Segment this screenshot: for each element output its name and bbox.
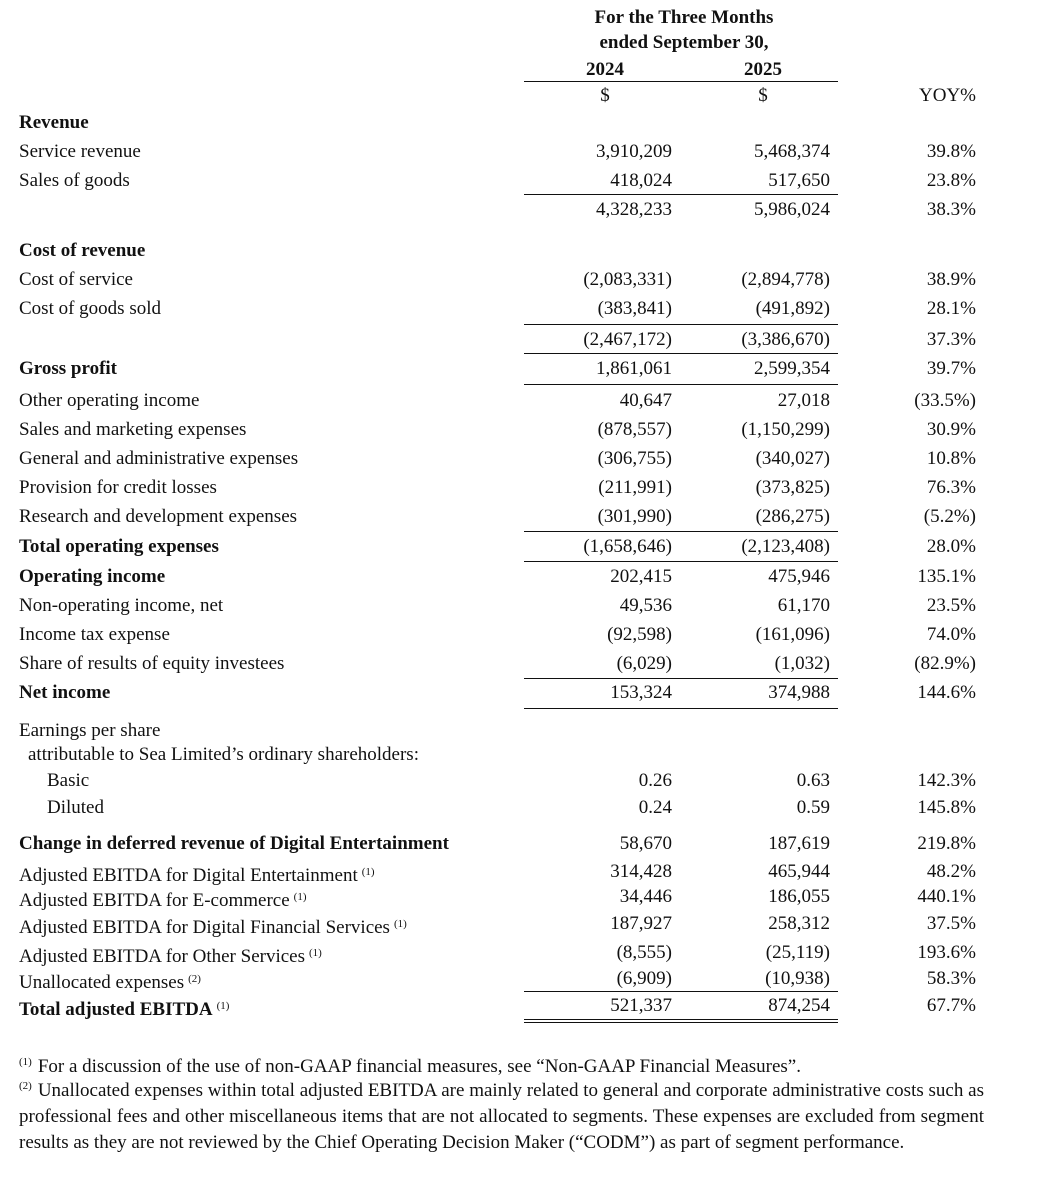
cell-2025: (3,386,670): [741, 329, 830, 350]
cell-2024: 4,328,233: [596, 199, 672, 220]
cell-yoy: 74.0%: [926, 624, 976, 645]
cell-2025: (161,096): [755, 624, 830, 645]
cell-2024: 314,428: [610, 861, 672, 882]
cell-2025: 61,170: [777, 595, 830, 616]
section-eps-sub: attributable to Sea Limited’s ordinary shareholders:: [28, 744, 419, 765]
header-col-2024: 2024: [586, 59, 624, 80]
cell-yoy: 193.6%: [917, 942, 976, 963]
cell-2024: 521,337: [610, 995, 672, 1016]
cell-2025: (491,892): [755, 298, 830, 319]
row-label-with-footnote: [19, 913, 407, 939]
footnote-ref: (1): [309, 947, 322, 959]
cell-2024: (301,990): [597, 506, 672, 527]
subtotal-rule: [524, 194, 838, 195]
cell-2024: 1,861,061: [596, 358, 672, 379]
row-label: Unallocated expenses: [19, 972, 185, 993]
cell-yoy: 10.8%: [926, 448, 976, 469]
cell-2025: 2,599,354: [754, 358, 830, 379]
footnote-ref: (2): [188, 973, 201, 985]
row-label-with-footnote: [19, 968, 201, 994]
cell-2025: 874,254: [768, 995, 830, 1016]
cell-yoy: 38.3%: [926, 199, 976, 220]
cell-2024: 34,446: [619, 886, 672, 907]
cell-2024: (1,658,646): [583, 536, 672, 557]
cell-yoy: 144.6%: [917, 682, 976, 703]
row-label: Adjusted EBITDA for E-commerce: [19, 890, 290, 911]
row-label: Basic: [47, 770, 90, 791]
row-label-with-footnote: [19, 942, 322, 968]
cell-2025: (1,150,299): [741, 419, 830, 440]
cell-2024: (878,557): [597, 419, 672, 440]
row-label: Total adjusted EBITDA: [19, 999, 213, 1020]
row-label: General and administrative expenses: [19, 448, 299, 469]
footnote-mark: (1): [19, 1056, 32, 1068]
footnote-text: Unallocated expenses within total adjusted EBITDA are mainly related to general and corporate administrative costs such as professional fees and other miscellaneous items that are not allocated to segments. These expenses are excluded from segment results as they are not reviewed by the Chief Operating Decision Maker (“CODM”) as part of segment performance.: [19, 1080, 984, 1153]
row-label: Share of results of equity investees: [19, 653, 285, 674]
cell-2025: 465,944: [768, 861, 830, 882]
subtotal-rule: [524, 678, 838, 679]
subtotal-rule: [524, 324, 838, 325]
row-label-with-footnote: [19, 995, 229, 1021]
cell-2024: 0.24: [638, 797, 672, 818]
cell-2025: (373,825): [755, 477, 830, 498]
footnote-ref: (1): [393, 918, 407, 930]
cell-2024: 202,415: [610, 566, 672, 587]
row-label: Diluted: [47, 797, 104, 818]
cell-yoy: 440.1%: [917, 886, 976, 907]
row-label: Cost of service: [19, 269, 133, 290]
header-title-line2: ended September 30,: [599, 32, 769, 53]
cell-2024: (211,991): [598, 477, 672, 498]
cell-2025: (2,894,778): [741, 269, 830, 290]
cell-yoy: 37.5%: [926, 913, 976, 934]
cell-2025: (340,027): [755, 448, 830, 469]
cell-2025: 187,619: [768, 833, 830, 854]
cell-2024: (306,755): [597, 448, 672, 469]
subtotal-rule: [524, 384, 838, 385]
footnote-ref: (1): [216, 1000, 230, 1012]
cell-2025: 374,988: [768, 682, 830, 703]
cell-yoy: 37.3%: [926, 329, 976, 350]
header-yoy: YOY%: [919, 85, 976, 106]
subtotal-rule: [524, 561, 838, 562]
cell-yoy: 28.1%: [926, 298, 976, 319]
cell-yoy: 58.3%: [926, 968, 976, 989]
cell-2024: (6,029): [616, 653, 672, 674]
footnote-mark: (2): [19, 1080, 32, 1092]
cell-yoy: 23.5%: [926, 595, 976, 616]
total-rule: [524, 708, 838, 709]
cell-yoy: (33.5%): [914, 390, 976, 411]
cell-2024: 153,324: [610, 682, 672, 703]
cell-2024: 187,927: [610, 913, 672, 934]
cell-yoy: 30.9%: [926, 419, 976, 440]
row-label: Cost of goods sold: [19, 298, 161, 319]
cell-2024: 40,647: [619, 390, 672, 411]
row-label: Change in deferred revenue of Digital Entertainment: [19, 833, 449, 854]
row-label: Adjusted EBITDA for Other Services: [19, 946, 305, 967]
row-label: Provision for credit losses: [19, 477, 217, 498]
cell-2024: (2,467,172): [583, 329, 672, 350]
cell-yoy: 39.7%: [926, 358, 976, 379]
cell-2025: (286,275): [755, 506, 830, 527]
cell-yoy: 38.9%: [926, 269, 976, 290]
row-label: Net income: [19, 682, 111, 703]
cell-2025: 0.63: [796, 770, 830, 791]
row-label: Non-operating income, net: [19, 595, 224, 616]
header-currency-2025: $: [758, 85, 768, 106]
row-label-with-footnote: [19, 861, 375, 887]
cell-2025: 258,312: [768, 913, 830, 934]
cell-2024: (383,841): [597, 298, 672, 319]
subtotal-rule: [524, 353, 838, 354]
row-label: Operating income: [19, 566, 166, 587]
cell-2025: (2,123,408): [741, 536, 830, 557]
cell-2024: 3,910,209: [596, 141, 672, 162]
cell-yoy: 48.2%: [926, 861, 976, 882]
footnote-ref: (1): [361, 866, 375, 878]
cell-2024: (92,598): [607, 624, 672, 645]
cell-2025: 5,986,024: [754, 199, 830, 220]
cell-yoy: 28.0%: [926, 536, 976, 557]
footnote-2: [19, 1073, 984, 1156]
row-label: Income tax expense: [19, 624, 170, 645]
cell-2025: 27,018: [777, 390, 830, 411]
cell-2025: 186,055: [768, 886, 830, 907]
cell-2024: (8,555): [616, 942, 672, 963]
row-label: Sales and marketing expenses: [19, 419, 247, 440]
footnote-ref: (1): [293, 891, 307, 903]
row-label: Service revenue: [19, 141, 141, 162]
section-eps: Earnings per share: [19, 720, 161, 741]
row-label-with-footnote: [19, 886, 307, 912]
row-label: Sales of goods: [19, 170, 130, 191]
cell-yoy: 76.3%: [926, 477, 976, 498]
cell-2025: (1,032): [774, 653, 830, 674]
subtotal-rule: [524, 991, 838, 992]
section-cost-of-revenue: Cost of revenue: [19, 240, 146, 261]
cell-2025: 475,946: [768, 566, 830, 587]
row-label: Total operating expenses: [19, 536, 219, 557]
cell-yoy: 23.8%: [926, 170, 976, 191]
row-label: Adjusted EBITDA for Digital Entertainment: [19, 865, 358, 886]
row-label: Gross profit: [19, 358, 117, 379]
row-label: Adjusted EBITDA for Digital Financial Services: [19, 917, 390, 938]
cell-2024: 58,670: [619, 833, 672, 854]
header-title-line1: For the Three Months: [594, 7, 774, 28]
row-label: Research and development expenses: [19, 506, 298, 527]
cell-2024: (2,083,331): [583, 269, 672, 290]
cell-2025: 517,650: [768, 170, 830, 191]
cell-2025: (25,119): [765, 942, 830, 963]
cell-yoy: (82.9%): [914, 653, 976, 674]
cell-yoy: 39.8%: [926, 141, 976, 162]
cell-yoy: (5.2%): [923, 506, 976, 527]
cell-2024: (6,909): [616, 968, 672, 989]
cell-yoy: 145.8%: [917, 797, 976, 818]
header-rule: [524, 81, 838, 82]
row-label: Other operating income: [19, 390, 200, 411]
grand-total-double-rule: [524, 1019, 838, 1023]
cell-2025: (10,938): [765, 968, 830, 989]
cell-2025: 0.59: [796, 797, 830, 818]
header-col-2025: 2025: [744, 59, 782, 80]
subtotal-rule: [524, 531, 838, 532]
cell-yoy: 219.8%: [917, 833, 976, 854]
header-currency-2024: $: [600, 85, 610, 106]
footnote-text: For a discussion of the use of non-GAAP financial measures, see “Non-GAAP Financial Measures”.: [37, 1056, 801, 1077]
cell-2024: 49,536: [619, 595, 672, 616]
cell-yoy: 67.7%: [926, 995, 976, 1016]
cell-2024: 0.26: [638, 770, 672, 791]
cell-yoy: 135.1%: [917, 566, 976, 587]
cell-yoy: 142.3%: [917, 770, 976, 791]
cell-2025: 5,468,374: [754, 141, 830, 162]
cell-2024: 418,024: [610, 170, 672, 191]
section-revenue: Revenue: [19, 112, 89, 133]
